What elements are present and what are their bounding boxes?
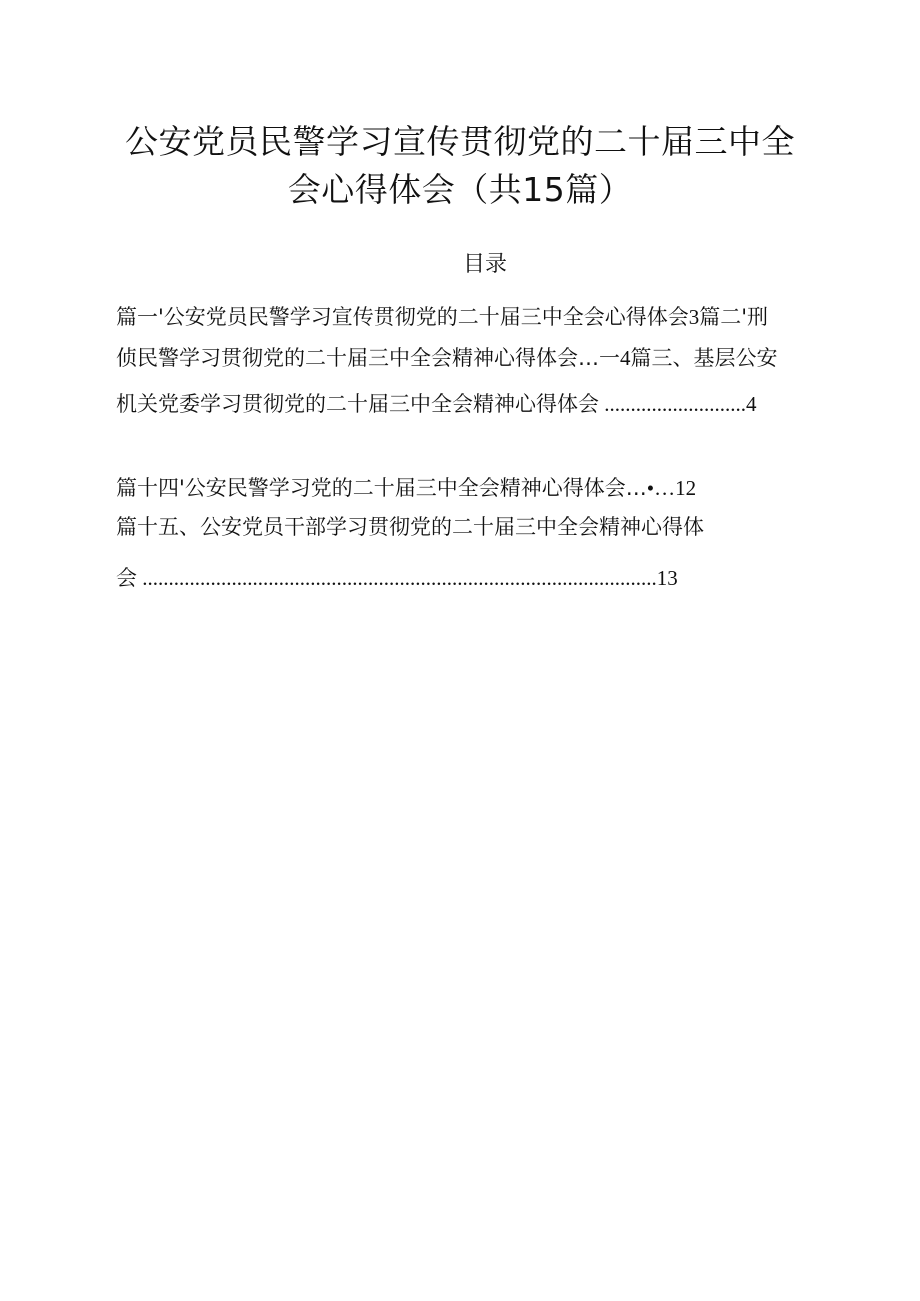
toc-entry-text: 篇三、基层公安 [630,346,778,370]
toc-entry-line[interactable] [116,343,778,373]
toc-heading: 目录 [462,252,507,277]
document-title-line-1: 公安党员民警学习宣传贯彻党的二十届三中全 [125,122,795,161]
toc-entry-text: 机关党委学习贯彻党的二十届三中全会精神心得体会 [116,392,599,416]
toc-entry-text: 篇十五、公安党员干部学习贯彻党的二十届三中全会精神心得体 [116,515,704,539]
toc-dot-leader: ........................... [599,392,746,416]
toc-entry-text: 会 [116,566,137,590]
toc-entry-line[interactable] [116,473,696,503]
toc-entry-text: 篇二'刑 [699,305,769,329]
toc-page-number: 4 [620,346,631,370]
toc-entry-line[interactable] [116,512,704,542]
toc-entry-line[interactable] [116,389,757,419]
toc-entry-line[interactable] [116,302,768,332]
toc-page-number: 13 [656,566,678,590]
toc-entry-line[interactable] [116,563,678,593]
toc-dot-leader: .................................................................................................. [137,566,657,590]
document-title-line-2: 会心得体会（共15篇） [287,170,633,209]
toc-page-number: 12 [675,476,697,500]
toc-page-number: 3 [688,305,700,329]
toc-page-number: 4 [746,392,757,416]
toc-entry-text: 篇一'公安党员民警学习宣传贯彻党的二十届三中全会心得体会 [116,305,689,329]
toc-entry-text: 侦民警学习贯彻党的二十届三中全会精神心得体会…一 [116,346,620,370]
toc-entry-text: 篇十四'公安民警学习党的二十届三中全会精神心得体会… [116,476,647,500]
toc-dot-leader: •… [646,476,676,500]
